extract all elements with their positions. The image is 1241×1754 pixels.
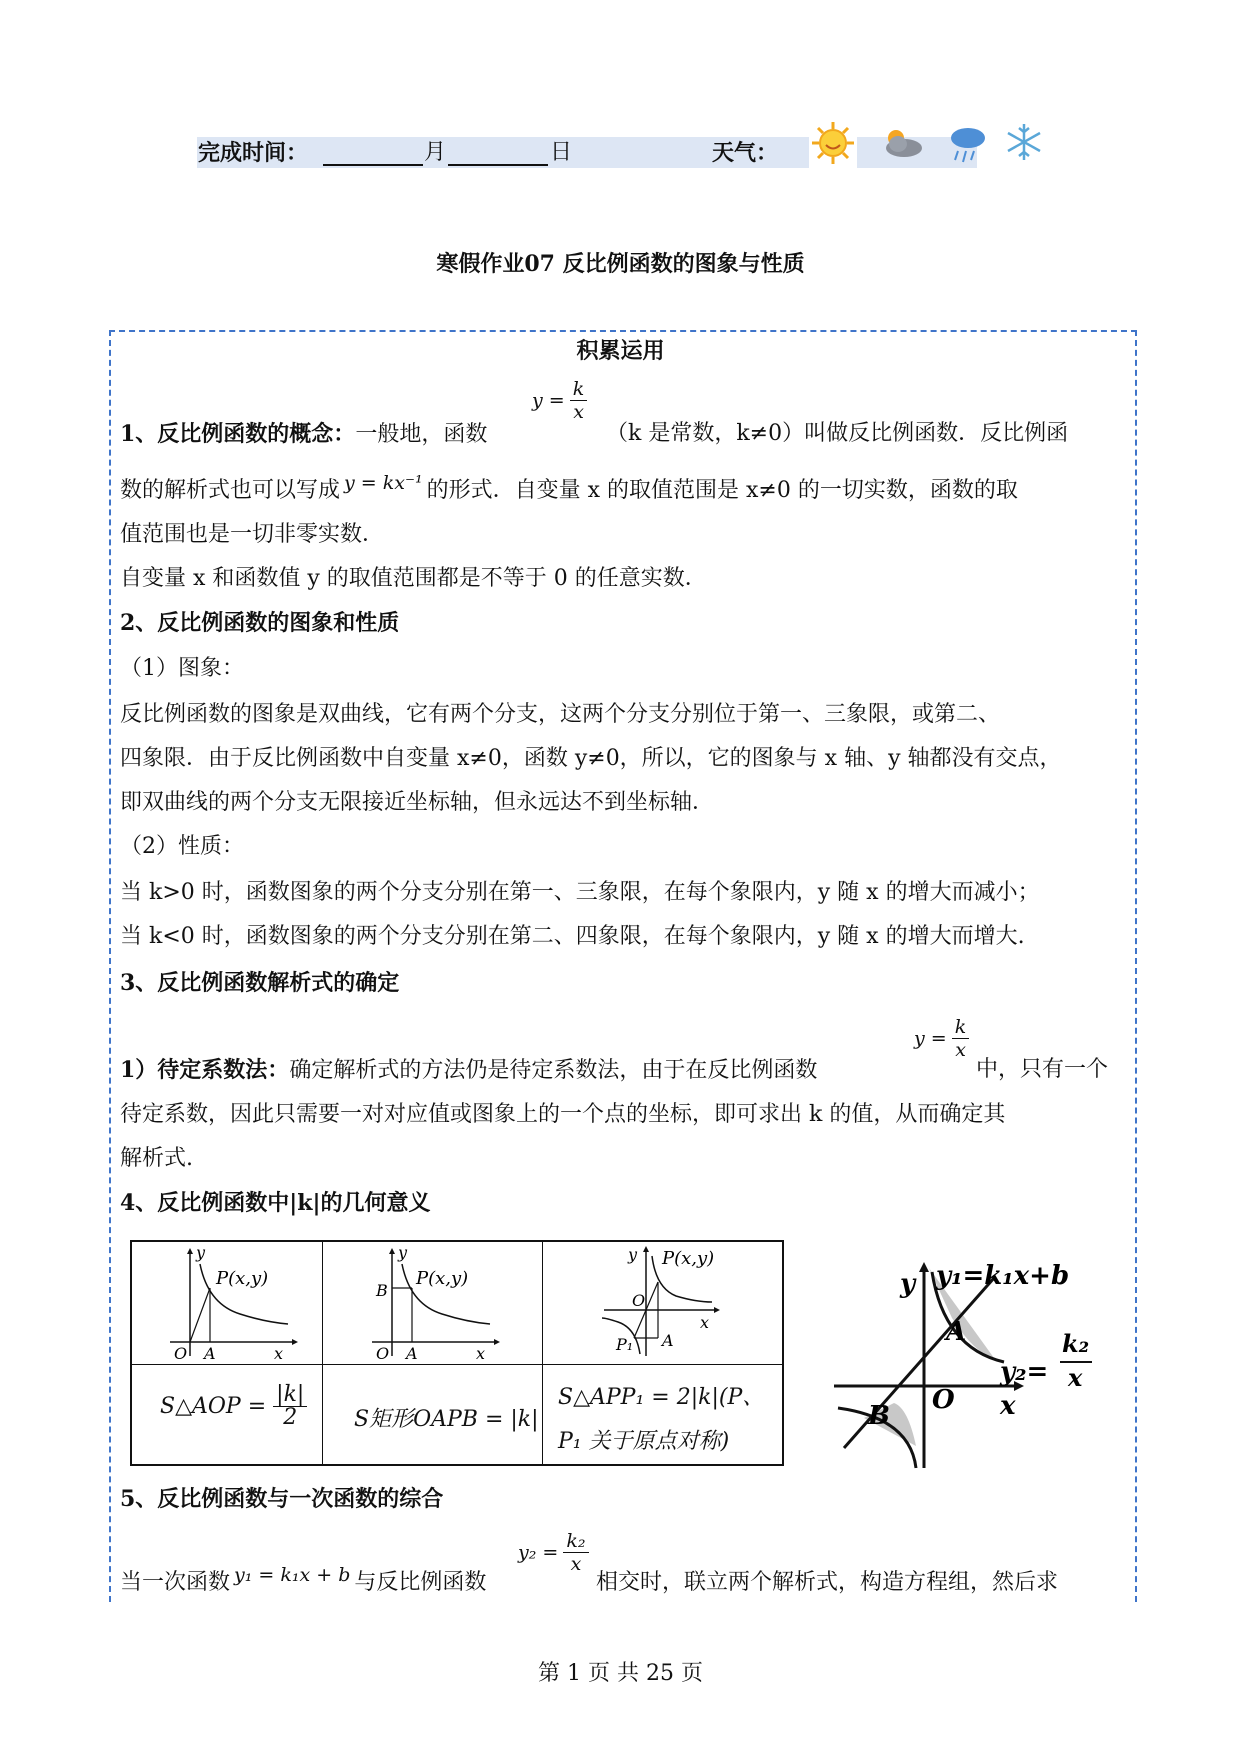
graph1-x: x [274,1344,284,1360]
day-label: 日 [550,140,573,165]
p3-line1 [120,1057,817,1084]
month-blank[interactable] [323,164,423,166]
right-line-label: y₁=k₁x+b [936,1261,1070,1291]
cell-aop [160,1384,307,1429]
p2-line1: 反比例函数的图象是双曲线，它有两个分支，这两个分支分别位于第一、三象限，或第二、 [120,702,1001,727]
graph1-y: y [196,1244,206,1262]
p5-text-a: 当一次函数 [120,1570,231,1595]
p3-heading: 3、反比例函数解析式的确定 [120,970,400,996]
graph-oapb [362,1244,502,1360]
graph3-x: x [700,1313,710,1332]
p5-line [120,1564,487,1596]
graph2-A: A [406,1344,418,1360]
graph-combined [824,1258,1104,1472]
graph2-y: y [398,1244,408,1262]
sun-icon[interactable] [810,120,856,166]
p2-sub2: （2）性质： [120,834,244,859]
p5-f2-num: k₂ [563,1530,588,1553]
p3-line1-text: 确定解析式的方法仍是待定系数法，由于在反比例函数 [289,1058,818,1083]
p2-line4: 当 k>0 时，函数图象的两个分支分别在第一、三象限，在每个象限内，y 随 x 的增大而减小； [120,880,1040,905]
p5-text-b: 与反比例函数 [354,1570,487,1595]
graph2-x: x [476,1344,486,1360]
right-y2: y₂= [1000,1357,1049,1387]
right-graph-x: x [1000,1391,1016,1421]
p5-f1: y₁ = k₁x + b [234,1564,351,1586]
cell3-line2: P₁ 关于原点对称) [558,1429,730,1454]
right-x-den: x [1068,1363,1083,1392]
table-divider-1 [322,1240,323,1466]
graph3-O: O [632,1291,646,1310]
p3-line1-end: 中，只有一个 [976,1057,1109,1082]
graph3-A: A [662,1331,674,1350]
right-graph-B: B [868,1401,890,1431]
p4-heading: 4、反比例函数中|k|的几何意义 [120,1190,431,1216]
right-graph-A: A [946,1317,967,1347]
p3-line2: 待定系数，因此只需要一对对应值或图象上的一个点的坐标，即可求出 k 的值，从而确定其 [120,1102,1006,1127]
p5-f2-y: y₂ = [518,1541,559,1564]
p2-heading: 2、反比例函数的图象和性质 [120,610,400,636]
graph1-O: O [174,1344,188,1360]
table-divider-2 [542,1240,543,1466]
p3-bold: 1）待定系数法： [120,1057,290,1083]
p1-text-a: 一般地，函数 [355,422,488,447]
graph1-P: P(x,y) [216,1268,269,1289]
month-label: 月 [424,140,447,165]
p2-sub1: （1）图象： [120,656,244,681]
cell1-label: S△AOP = [160,1394,267,1419]
p3-fraction [914,1016,969,1061]
p2-line5: 当 k<0 时，函数图象的两个分支分别在第二、四象限，在每个象限内，y 随 x 的增大而增大. [120,924,1025,949]
graph3-y: y [628,1245,638,1264]
p3-frac-y: y = [914,1027,947,1050]
graph2-O: O [376,1344,390,1360]
right-k2: k₂ [1062,1329,1090,1358]
page-title: 寒假作业07 反比例函数的图象与性质 [436,251,805,277]
p1-frac-y: y = [532,389,565,412]
p1-formula2: y = kx⁻¹ [344,472,423,494]
p1-frac-den: x [573,401,584,423]
cell1-num: |k| [273,1384,307,1407]
p3-line3: 解析式. [120,1146,193,1171]
completion-time-label: 完成时间： [198,140,309,166]
graph2-B: B [376,1281,388,1300]
graph-aop [160,1244,300,1360]
cell1-den: 2 [283,1405,298,1430]
graph3-P: P(x,y) [662,1248,715,1269]
cell3-line1: S△APP₁ = 2|k|(P、 [558,1385,765,1410]
p2-line3: 即双曲线的两个分支无限接近坐标轴，但永远达不到坐标轴． [120,790,715,815]
graph-app1 [596,1244,746,1362]
right-graph-O: O [932,1385,955,1415]
p5-text-c: 相交时，联立两个解析式，构造方程组，然后求 [596,1570,1059,1595]
p1-text-c: 数的解析式也可以写成 [120,478,341,503]
p5-fraction [518,1530,589,1575]
p1-frac-num: k [570,378,588,401]
p1-fraction [532,378,587,423]
cloudy-icon[interactable] [878,124,926,162]
weather-label: 天气： [712,140,779,166]
snowflake-icon[interactable] [1004,120,1044,164]
p5-heading: 5、反比例函数与一次函数的综合 [120,1486,444,1512]
p1-line1 [120,421,487,448]
table-row-divider [130,1364,784,1365]
p1-text-b: （k 是常数，k≠0）叫做反比例函数．反比例函 [606,421,1069,446]
p1-heading: 1、反比例函数的概念： [120,421,356,447]
p1-text-f: 自变量 x 和函数值 y 的取值范围都是不等于 0 的任意实数． [120,566,707,591]
p3-frac-den: x [955,1039,966,1061]
p1-text-e: 值范围也是一切非零实数． [120,522,385,547]
graph2-P: P(x,y) [416,1268,469,1289]
p1-line2 [120,472,1018,504]
cell2-label: S矩形OAPB = |k| [354,1407,539,1432]
p5-f2-den: x [570,1553,582,1575]
section-title: 积累运用 [576,338,665,364]
graph3-P1: P₁ [616,1335,634,1354]
rain-icon[interactable] [946,122,990,166]
p1-text-d: 的形式．自变量 x 的取值范围是 x≠0 的一切实数，函数的取 [426,478,1018,503]
graph1-A: A [204,1344,216,1360]
p3-frac-num: k [952,1016,970,1039]
page-footer: 第 1 页 共 25 页 [538,1661,703,1686]
p2-line2: 四象限．由于反比例函数中自变量 x≠0，函数 y≠0，所以，它的图象与 x 轴、y 轴都没有交点， [120,746,1062,771]
day-blank[interactable] [448,164,548,166]
right-graph-y: y [900,1269,916,1299]
